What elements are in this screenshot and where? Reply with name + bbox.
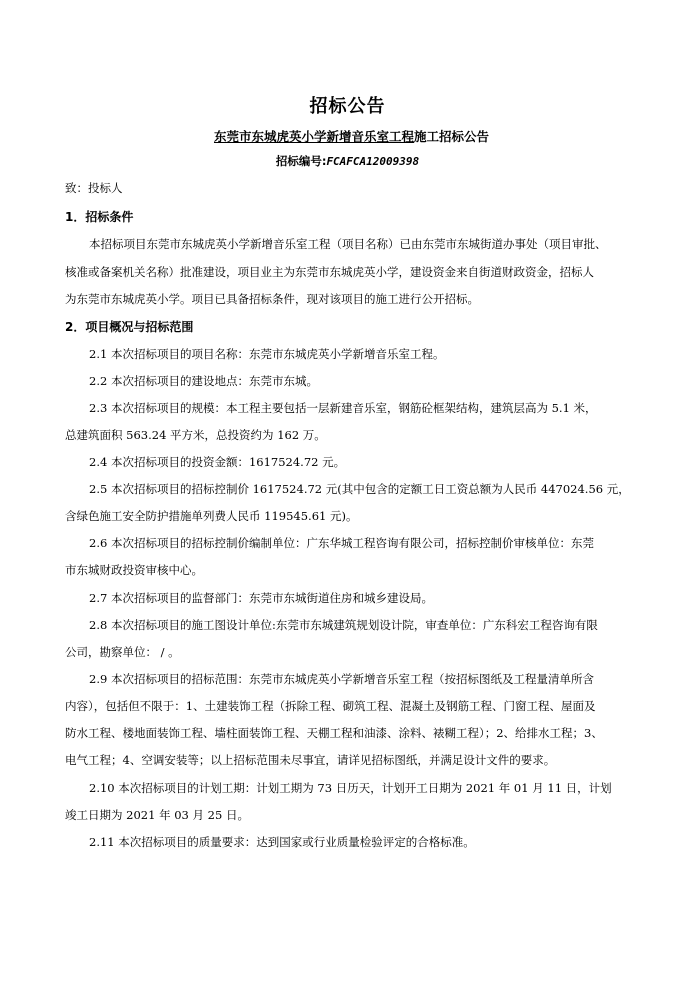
document-subtitle	[0, 127, 695, 145]
section-1-line: 本招标项目东莞市东城虎英小学新增音乐室工程（项目名称）已由东莞市东城街道办事处（项目审批、	[89, 237, 607, 251]
tender-number-label: 招标编号:	[275, 154, 327, 168]
section-2-heading: 2．项目概况与招标范围	[65, 320, 194, 334]
item-line: 2.5 本次招标项目的招标控制价 1617524.72 元(其中包含的定额工日工资总额为人民币 447024.56 元，	[89, 482, 630, 496]
item-line: 内容），包括但不限于：1、土建装饰工程（拆除工程、砌筑工程、混凝土及钢筋工程、门窗工程、屋面及	[65, 699, 596, 713]
item-line: 2.6 本次招标项目的招标控制价编制单位：广东华城工程咨询有限公司，招标控制价审核单位：东莞	[89, 536, 594, 550]
project-name: 东莞市东城虎英小学新增音乐室工程	[213, 129, 414, 144]
item-line: 2.4 本次招标项目的投资金额：1617524.72 元。	[89, 455, 346, 469]
tender-number	[0, 153, 695, 169]
item-line: 2.11 本次招标项目的质量要求：达到国家或行业质量检验评定的合格标准。	[89, 835, 475, 849]
item-line: 2.9 本次招标项目的招标范围：东莞市东城虎英小学新增音乐室工程（按招标图纸及工程量清单所含	[89, 672, 594, 686]
item-line: 电气工程；4、空调安装等；以上招标范围未尽事宜，请详见招标图纸，并满足设计文件的要求。	[65, 753, 556, 767]
salutation: 致：投标人	[65, 181, 123, 195]
section-1-heading: 1．招标条件	[65, 210, 134, 224]
item-line: 2.3 本次招标项目的规模：本工程主要包括一层新建音乐室，钢筋砼框架结构，建筑层高为 5.1 米，	[89, 401, 597, 415]
item-line: 2.7 本次招标项目的监督部门：东莞市东城街道住房和城乡建设局。	[89, 591, 433, 605]
item-line: 竣工日期为 2021 年 03 月 25 日。	[65, 808, 249, 822]
item-line: 2.2 本次招标项目的建设地点：东莞市东城。	[89, 374, 318, 388]
item-line: 防水工程、楼地面装饰工程、墙柱面装饰工程、天棚工程和油漆、涂料、裱糊工程）；2、给排水工程；3、	[65, 726, 603, 740]
section-1-line: 为东莞市东城虎英小学。项目已具备招标条件，现对该项目的施工进行公开招标。	[65, 292, 479, 306]
item-line: 2.1 本次招标项目的项目名称：东莞市东城虎英小学新增音乐室工程。	[89, 347, 445, 361]
subtitle-suffix: 施工招标公告	[414, 129, 490, 144]
item-line: 2.10 本次招标项目的计划工期：计划工期为 73 日历天，计划开工日期为 2021 年 01 月 11 日，计划	[89, 781, 612, 795]
item-line: 公司，勘察单位： / 。	[65, 645, 180, 659]
document-title: 招标公告	[309, 96, 386, 117]
tender-number-value: FCAFCA12009398	[326, 155, 420, 168]
section-1-line: 核准或备案机关名称）批准建设，项目业主为东莞市东城虎英小学，建设资金来自街道财政资金，招标人	[65, 265, 594, 279]
item-line: 总建筑面积 563.24 平方米，总投资约为 162 万。	[65, 428, 326, 442]
item-line: 含绿色施工安全防护措施单列费人民币 119545.61 元)。	[65, 509, 358, 523]
item-line: 2.8 本次招标项目的施工图设计单位:东莞市东城建筑规划设计院，审查单位：广东科宏工程咨询有限	[89, 618, 598, 632]
item-line: 市东城财政投资审核中心。	[65, 563, 203, 577]
